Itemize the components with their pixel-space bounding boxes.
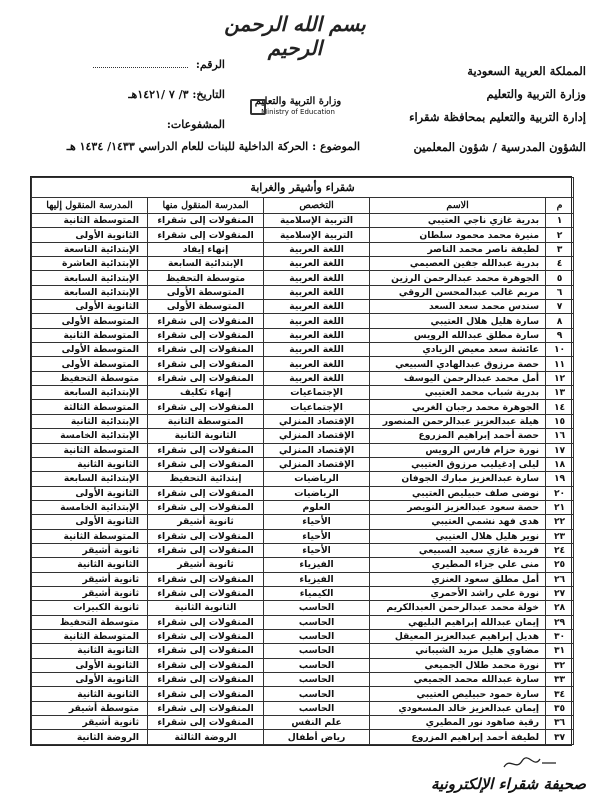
specialty-cell: الحاسب: [264, 629, 370, 643]
row-number-cell: ١٢: [546, 371, 574, 385]
table-row: [32, 214, 574, 228]
table-row: [32, 486, 574, 500]
teacher-name-cell: سارة عبدالله محمد الجميعي: [370, 673, 546, 687]
table-row: [32, 558, 574, 572]
from-school-cell: المنقولات إلى شقراء: [148, 716, 264, 730]
to-school-cell: الإبتدائية العاشرة: [32, 257, 148, 271]
row-number-cell: ١٥: [546, 414, 574, 428]
teacher-name-cell: بدرية غازي ناجي العتيبي: [370, 214, 546, 228]
row-number-cell: ٤: [546, 257, 574, 271]
specialty-cell: اللغة العربية: [264, 371, 370, 385]
reference-label: الرقم:: [195, 58, 225, 71]
teacher-name-cell: رقية صاهود نور المطيري: [370, 716, 546, 730]
specialty-cell: التربية الإسلامية: [264, 214, 370, 228]
from-school-cell: المنقولات إلى شقراء: [148, 500, 264, 514]
from-school-cell: ثانوية أشيقر: [148, 558, 264, 572]
from-school-cell: الثانوية الثانية: [148, 601, 264, 615]
specialty-cell: اللغة العربية: [264, 257, 370, 271]
row-number-cell: ٣٧: [546, 730, 574, 744]
row-number-cell: ٩: [546, 328, 574, 342]
specialty-cell: الحاسب: [264, 673, 370, 687]
subject-line: الموضوع : الحركة الداخلية للبنات للعام الدراسي ١٤٣٣/ ١٤٣٤ هـ: [66, 140, 360, 153]
row-number-cell: ٣٣: [546, 673, 574, 687]
teacher-name-cell: نوضى صلف حبيليص العتيبي: [370, 486, 546, 500]
teacher-name-cell: أمل محمد عبدالرحمن اليوسف: [370, 371, 546, 385]
row-number-cell: ١٠: [546, 343, 574, 357]
signature-icon: [500, 753, 560, 773]
teacher-name-cell: حصة مرزوق عبدالهادي السبيعي: [370, 357, 546, 371]
row-number-cell: ٥: [546, 271, 574, 285]
specialty-cell: رياض أطفال: [264, 730, 370, 744]
teacher-name-cell: إيمان عبدالله إبراهيم البليهي: [370, 615, 546, 629]
issuer-block: [376, 60, 586, 129]
from-school-cell: إبتدائية التحفيظ: [148, 472, 264, 486]
row-number-cell: ٢٩: [546, 615, 574, 629]
table-row: [32, 242, 574, 256]
table-row: [32, 543, 574, 557]
to-school-cell: ثانوية أشيقر: [32, 572, 148, 586]
from-school-cell: الثانوية الثانية: [148, 429, 264, 443]
transfer-table-container: [30, 176, 572, 746]
table-row: [32, 673, 574, 687]
table-row: [32, 457, 574, 471]
table-row: [32, 386, 574, 400]
table-row: [32, 730, 574, 744]
from-school-cell: إنهاء تكليف: [148, 386, 264, 400]
specialty-cell: الإقتصاد المنزلي: [264, 429, 370, 443]
attachments-label: المشفوعات:: [166, 118, 225, 131]
specialty-cell: اللغة العربية: [264, 271, 370, 285]
row-number-cell: ٣٠: [546, 629, 574, 643]
teacher-name-cell: خولة محمد عبدالرحمن العبدالكريم: [370, 601, 546, 615]
teacher-name-cell: عائشة سعد معيض الزيادي: [370, 343, 546, 357]
from-school-cell: المنقولات إلى شقراء: [148, 687, 264, 701]
specialty-cell: الإجتماعيات: [264, 386, 370, 400]
teacher-name-cell: بدرية شباب محمد العتيبي: [370, 386, 546, 400]
row-number-cell: ١: [546, 214, 574, 228]
to-school-cell: الثانوية الثانية: [32, 687, 148, 701]
transfer-table: [31, 177, 574, 745]
from-school-cell: المنقولات إلى شقراء: [148, 328, 264, 342]
ministry-logo-english: Ministry of Education: [261, 108, 335, 116]
to-school-cell: المتوسطة الأولى: [32, 314, 148, 328]
from-school-cell: ثانوية أشيقر: [148, 515, 264, 529]
table-row: [32, 500, 574, 514]
teacher-name-cell: نورة حزام فارس الرويس: [370, 443, 546, 457]
row-number-cell: ٢٣: [546, 529, 574, 543]
to-school-cell: ثانوية أشيقر: [32, 543, 148, 557]
to-school-cell: الثانوية الأولى: [32, 300, 148, 314]
teacher-name-cell: هدى فهد نشمي العتيبي: [370, 515, 546, 529]
from-school-cell: المنقولات إلى شقراء: [148, 529, 264, 543]
row-number-cell: ٢: [546, 228, 574, 242]
table-row: [32, 271, 574, 285]
teacher-name-cell: مريم غالب عبدالمحسن الروقي: [370, 285, 546, 299]
from-school-cell: المنقولات إلى شقراء: [148, 314, 264, 328]
from-school-cell: المنقولات إلى شقراء: [148, 343, 264, 357]
from-school-cell: الإبتدائية السابعة: [148, 257, 264, 271]
from-school-cell: المنقولات إلى شقراء: [148, 586, 264, 600]
table-row: [32, 285, 574, 299]
to-school-cell: الثانوية الأولى: [32, 673, 148, 687]
specialty-cell: اللغة العربية: [264, 314, 370, 328]
table-row: [32, 371, 574, 385]
row-number-cell: ١٣: [546, 386, 574, 400]
column-header-from-school: المدرسة المنقول منها: [148, 198, 264, 214]
to-school-cell: ثانوية أشيقر: [32, 586, 148, 600]
teacher-name-cell: الجوهرة محمد رجبان الغربي: [370, 400, 546, 414]
table-row: [32, 472, 574, 486]
ministry-logo: [250, 96, 346, 124]
to-school-cell: المتوسطة الثانية: [32, 328, 148, 342]
table-row: [32, 400, 574, 414]
to-school-cell: الإبتدائية السابعة: [32, 386, 148, 400]
to-school-cell: الإبتدائية السابعة: [32, 472, 148, 486]
table-body: [32, 214, 574, 745]
specialty-cell: الإقتصاد المنزلي: [264, 414, 370, 428]
teacher-name-cell: منى علي جزاء المطيري: [370, 558, 546, 572]
to-school-cell: الثانوية الثانية: [32, 644, 148, 658]
row-number-cell: ١٨: [546, 457, 574, 471]
to-school-cell: الثانوية الثانية: [32, 558, 148, 572]
to-school-cell: ثانوية الكبيرات: [32, 601, 148, 615]
to-school-cell: الإبتدائية الخامسة: [32, 429, 148, 443]
to-school-cell: الروضة الثانية: [32, 730, 148, 744]
specialty-cell: الأحياء: [264, 529, 370, 543]
teacher-name-cell: نورة علي راشد الأحمري: [370, 586, 546, 600]
specialty-cell: الإجتماعيات: [264, 400, 370, 414]
specialty-cell: الحاسب: [264, 615, 370, 629]
from-school-cell: المنقولات إلى شقراء: [148, 673, 264, 687]
from-school-cell: المنقولات إلى شقراء: [148, 214, 264, 228]
row-number-cell: ١٦: [546, 429, 574, 443]
to-school-cell: المتوسطة الأولى: [32, 343, 148, 357]
to-school-cell: المتوسطة الثانية: [32, 629, 148, 643]
to-school-cell: الثانوية الأولى: [32, 228, 148, 242]
specialty-cell: اللغة العربية: [264, 300, 370, 314]
from-school-cell: المنقولات إلى شقراء: [148, 701, 264, 715]
specialty-cell: علم النفس: [264, 716, 370, 730]
from-school-cell: إنهاء إيفاد: [148, 242, 264, 256]
table-row: [32, 716, 574, 730]
row-number-cell: ١٧: [546, 443, 574, 457]
teacher-name-cell: سارة حمود حبيليص العتيبي: [370, 687, 546, 701]
teacher-name-cell: مضاوي هليل مزيد الشيباني: [370, 644, 546, 658]
specialty-cell: الحاسب: [264, 687, 370, 701]
table-title-row: [32, 178, 574, 198]
date-line: التاريخ: ٣/ ٧ /١٤٢١هـ: [128, 88, 225, 101]
from-school-cell: المتوسطة الأولى: [148, 300, 264, 314]
from-school-cell: المنقولات إلى شقراء: [148, 658, 264, 672]
to-school-cell: الثانوية الأولى: [32, 486, 148, 500]
table-row: [32, 644, 574, 658]
to-school-cell: متوسطة التحفيظ: [32, 615, 148, 629]
from-school-cell: المنقولات إلى شقراء: [148, 400, 264, 414]
teacher-name-cell: نورة محمد طلال الجميعي: [370, 658, 546, 672]
department-line: الشؤون المدرسية / شؤون المعلمين: [413, 140, 586, 154]
from-school-cell: المنقولات إلى شقراء: [148, 644, 264, 658]
table-row: [32, 343, 574, 357]
from-school-cell: المنقولات إلى شقراء: [148, 486, 264, 500]
row-number-cell: ١٤: [546, 400, 574, 414]
row-number-cell: ٣٢: [546, 658, 574, 672]
teacher-name-cell: هيلة عبدالعزيز عبدالرحمن المنصور: [370, 414, 546, 428]
from-school-cell: المنقولات إلى شقراء: [148, 228, 264, 242]
to-school-cell: المتوسطة الثانية: [32, 214, 148, 228]
from-school-cell: متوسطة التحفيظ: [148, 271, 264, 285]
issuer-line-country: المملكة العربية السعودية: [467, 64, 586, 78]
teacher-name-cell: هديل إبراهيم عبدالعزيز المعيقل: [370, 629, 546, 643]
reference-dotted-line: [93, 58, 188, 68]
specialty-cell: اللغة العربية: [264, 357, 370, 371]
table-row: [32, 257, 574, 271]
issuer-line-directorate: إدارة التربية والتعليم بمحافظة شقراء: [409, 110, 586, 124]
to-school-cell: الثانوية الأولى: [32, 515, 148, 529]
specialty-cell: الحاسب: [264, 658, 370, 672]
table-row: [32, 429, 574, 443]
column-header-name: الاسم: [370, 198, 546, 214]
row-number-cell: ١٩: [546, 472, 574, 486]
table-row: [32, 687, 574, 701]
teacher-name-cell: منيرة محمد محمود سلطان: [370, 228, 546, 242]
from-school-cell: المنقولات إلى شقراء: [148, 371, 264, 385]
table-row: [32, 414, 574, 428]
table-row: [32, 572, 574, 586]
table-header-row: [32, 198, 574, 214]
table-row: [32, 314, 574, 328]
teacher-name-cell: سارة هليل هلال العتيبي: [370, 314, 546, 328]
teacher-name-cell: سارة مطلق عبدالله الرويس: [370, 328, 546, 342]
teacher-name-cell: سندس محمد سعد السعد: [370, 300, 546, 314]
to-school-cell: ثانوية أشيقر: [32, 716, 148, 730]
table-row: [32, 615, 574, 629]
from-school-cell: المنقولات إلى شقراء: [148, 629, 264, 643]
column-header-specialty: التخصص: [264, 198, 370, 214]
specialty-cell: الأحياء: [264, 515, 370, 529]
row-number-cell: ٦: [546, 285, 574, 299]
specialty-cell: الرياضيات: [264, 486, 370, 500]
row-number-cell: ٢٤: [546, 543, 574, 557]
from-school-cell: المتوسطة الثانية: [148, 414, 264, 428]
teacher-name-cell: لطيفة ناصر محمد الناصر: [370, 242, 546, 256]
row-number-cell: ٢٦: [546, 572, 574, 586]
row-number-cell: ٣٥: [546, 701, 574, 715]
table-row: [32, 515, 574, 529]
row-number-cell: ٢٥: [546, 558, 574, 572]
row-number-cell: ٣٦: [546, 716, 574, 730]
table-row: [32, 601, 574, 615]
teacher-name-cell: فريدة غازي سعيد السبيعي: [370, 543, 546, 557]
from-school-cell: الروضة الثالثة: [148, 730, 264, 744]
from-school-cell: المنقولات إلى شقراء: [148, 443, 264, 457]
specialty-cell: الرياضيات: [264, 472, 370, 486]
teacher-name-cell: ليلى إدغيليب مرزوق العتيبي: [370, 457, 546, 471]
teacher-name-cell: لطيفة أحمد إبراهيم المزروع: [370, 730, 546, 744]
row-number-cell: ٣١: [546, 644, 574, 658]
specialty-cell: الحاسب: [264, 701, 370, 715]
reference-number-line: [45, 50, 225, 80]
row-number-cell: ٣: [546, 242, 574, 256]
specialty-cell: الإقتصاد المنزلي: [264, 443, 370, 457]
teacher-name-cell: سارة عبدالعزيز مبارك الجوفان: [370, 472, 546, 486]
teacher-name-cell: حصة سعود عبدالعزيز النويصر: [370, 500, 546, 514]
column-header-to-school: المدرسة المنقول إليها: [32, 198, 148, 214]
to-school-cell: متوسطة التحفيظ: [32, 371, 148, 385]
row-number-cell: ٢٧: [546, 586, 574, 600]
to-school-cell: متوسطة أشيقر: [32, 701, 148, 715]
table-row: [32, 357, 574, 371]
specialty-cell: العلوم: [264, 500, 370, 514]
row-number-cell: ٧: [546, 300, 574, 314]
specialty-cell: الكيمياء: [264, 586, 370, 600]
row-number-cell: ٨: [546, 314, 574, 328]
to-school-cell: المتوسطة الأولى: [32, 357, 148, 371]
from-school-cell: المتوسطة الأولى: [148, 285, 264, 299]
to-school-cell: المتوسطة الثالثة: [32, 400, 148, 414]
to-school-cell: الإبتدائية الثانية: [32, 414, 148, 428]
ministry-logo-arabic: وزارة التربية والتعليم: [254, 96, 342, 107]
to-school-cell: الإبتدائية التاسعة: [32, 242, 148, 256]
row-number-cell: ٢١: [546, 500, 574, 514]
row-number-cell: ٢٠: [546, 486, 574, 500]
from-school-cell: المنقولات إلى شقراء: [148, 457, 264, 471]
to-school-cell: الإبتدائية الخامسة: [32, 500, 148, 514]
table-title: شقراء وأشيقر والغرابة: [32, 178, 574, 198]
attachments-line: [45, 110, 225, 140]
table-row: [32, 328, 574, 342]
table-row: [32, 629, 574, 643]
teacher-name-cell: نوير هليل هلال العتيبي: [370, 529, 546, 543]
specialty-cell: الفيزياء: [264, 572, 370, 586]
specialty-cell: الفيزياء: [264, 558, 370, 572]
row-number-cell: ١١: [546, 357, 574, 371]
table-row: [32, 658, 574, 672]
footer-site-name: صحيفة شقراء الإلكترونية: [430, 775, 586, 793]
to-school-cell: الثانوية الأولى: [32, 658, 148, 672]
table-row: [32, 701, 574, 715]
specialty-cell: التربية الإسلامية: [264, 228, 370, 242]
from-school-cell: المنقولات إلى شقراء: [148, 572, 264, 586]
to-school-cell: الإبتدائية السابعة: [32, 271, 148, 285]
teacher-name-cell: الجوهرة محمد عبدالرحمن الرزين: [370, 271, 546, 285]
table-row: [32, 228, 574, 242]
basmala-heading: بسم الله الرحمن الرحيم: [224, 12, 366, 60]
to-school-cell: الثانوية الثانية: [32, 457, 148, 471]
specialty-cell: الحاسب: [264, 601, 370, 615]
from-school-cell: المنقولات إلى شقراء: [148, 615, 264, 629]
teacher-name-cell: أمل مطلق سعود العنزي: [370, 572, 546, 586]
row-number-cell: ٣٤: [546, 687, 574, 701]
specialty-cell: اللغة العربية: [264, 285, 370, 299]
table-row: [32, 529, 574, 543]
to-school-cell: الإبتدائية السابعة: [32, 285, 148, 299]
to-school-cell: المتوسطة الثانية: [32, 529, 148, 543]
specialty-cell: اللغة العربية: [264, 343, 370, 357]
reference-block: [45, 50, 225, 140]
issuer-line-ministry: وزارة التربية والتعليم: [486, 87, 586, 101]
row-number-cell: ٢٢: [546, 515, 574, 529]
specialty-cell: اللغة العربية: [264, 328, 370, 342]
specialty-cell: الإقتصاد المنزلي: [264, 457, 370, 471]
column-header-number: م: [546, 198, 574, 214]
specialty-cell: اللغة العربية: [264, 242, 370, 256]
table-row: [32, 586, 574, 600]
to-school-cell: المتوسطة الثانية: [32, 443, 148, 457]
table-row: [32, 300, 574, 314]
row-number-cell: ٢٨: [546, 601, 574, 615]
ministry-emblem-icon: [250, 99, 266, 115]
teacher-name-cell: إيمان عبدالعزيز خالد المسعودي: [370, 701, 546, 715]
teacher-name-cell: بدرية عبدالله جفين العصيمي: [370, 257, 546, 271]
from-school-cell: المنقولات إلى شقراء: [148, 543, 264, 557]
from-school-cell: المنقولات إلى شقراء: [148, 357, 264, 371]
teacher-name-cell: حصة أحمد إبراهيم المزروع: [370, 429, 546, 443]
specialty-cell: الأحياء: [264, 543, 370, 557]
table-row: [32, 443, 574, 457]
specialty-cell: الحاسب: [264, 644, 370, 658]
